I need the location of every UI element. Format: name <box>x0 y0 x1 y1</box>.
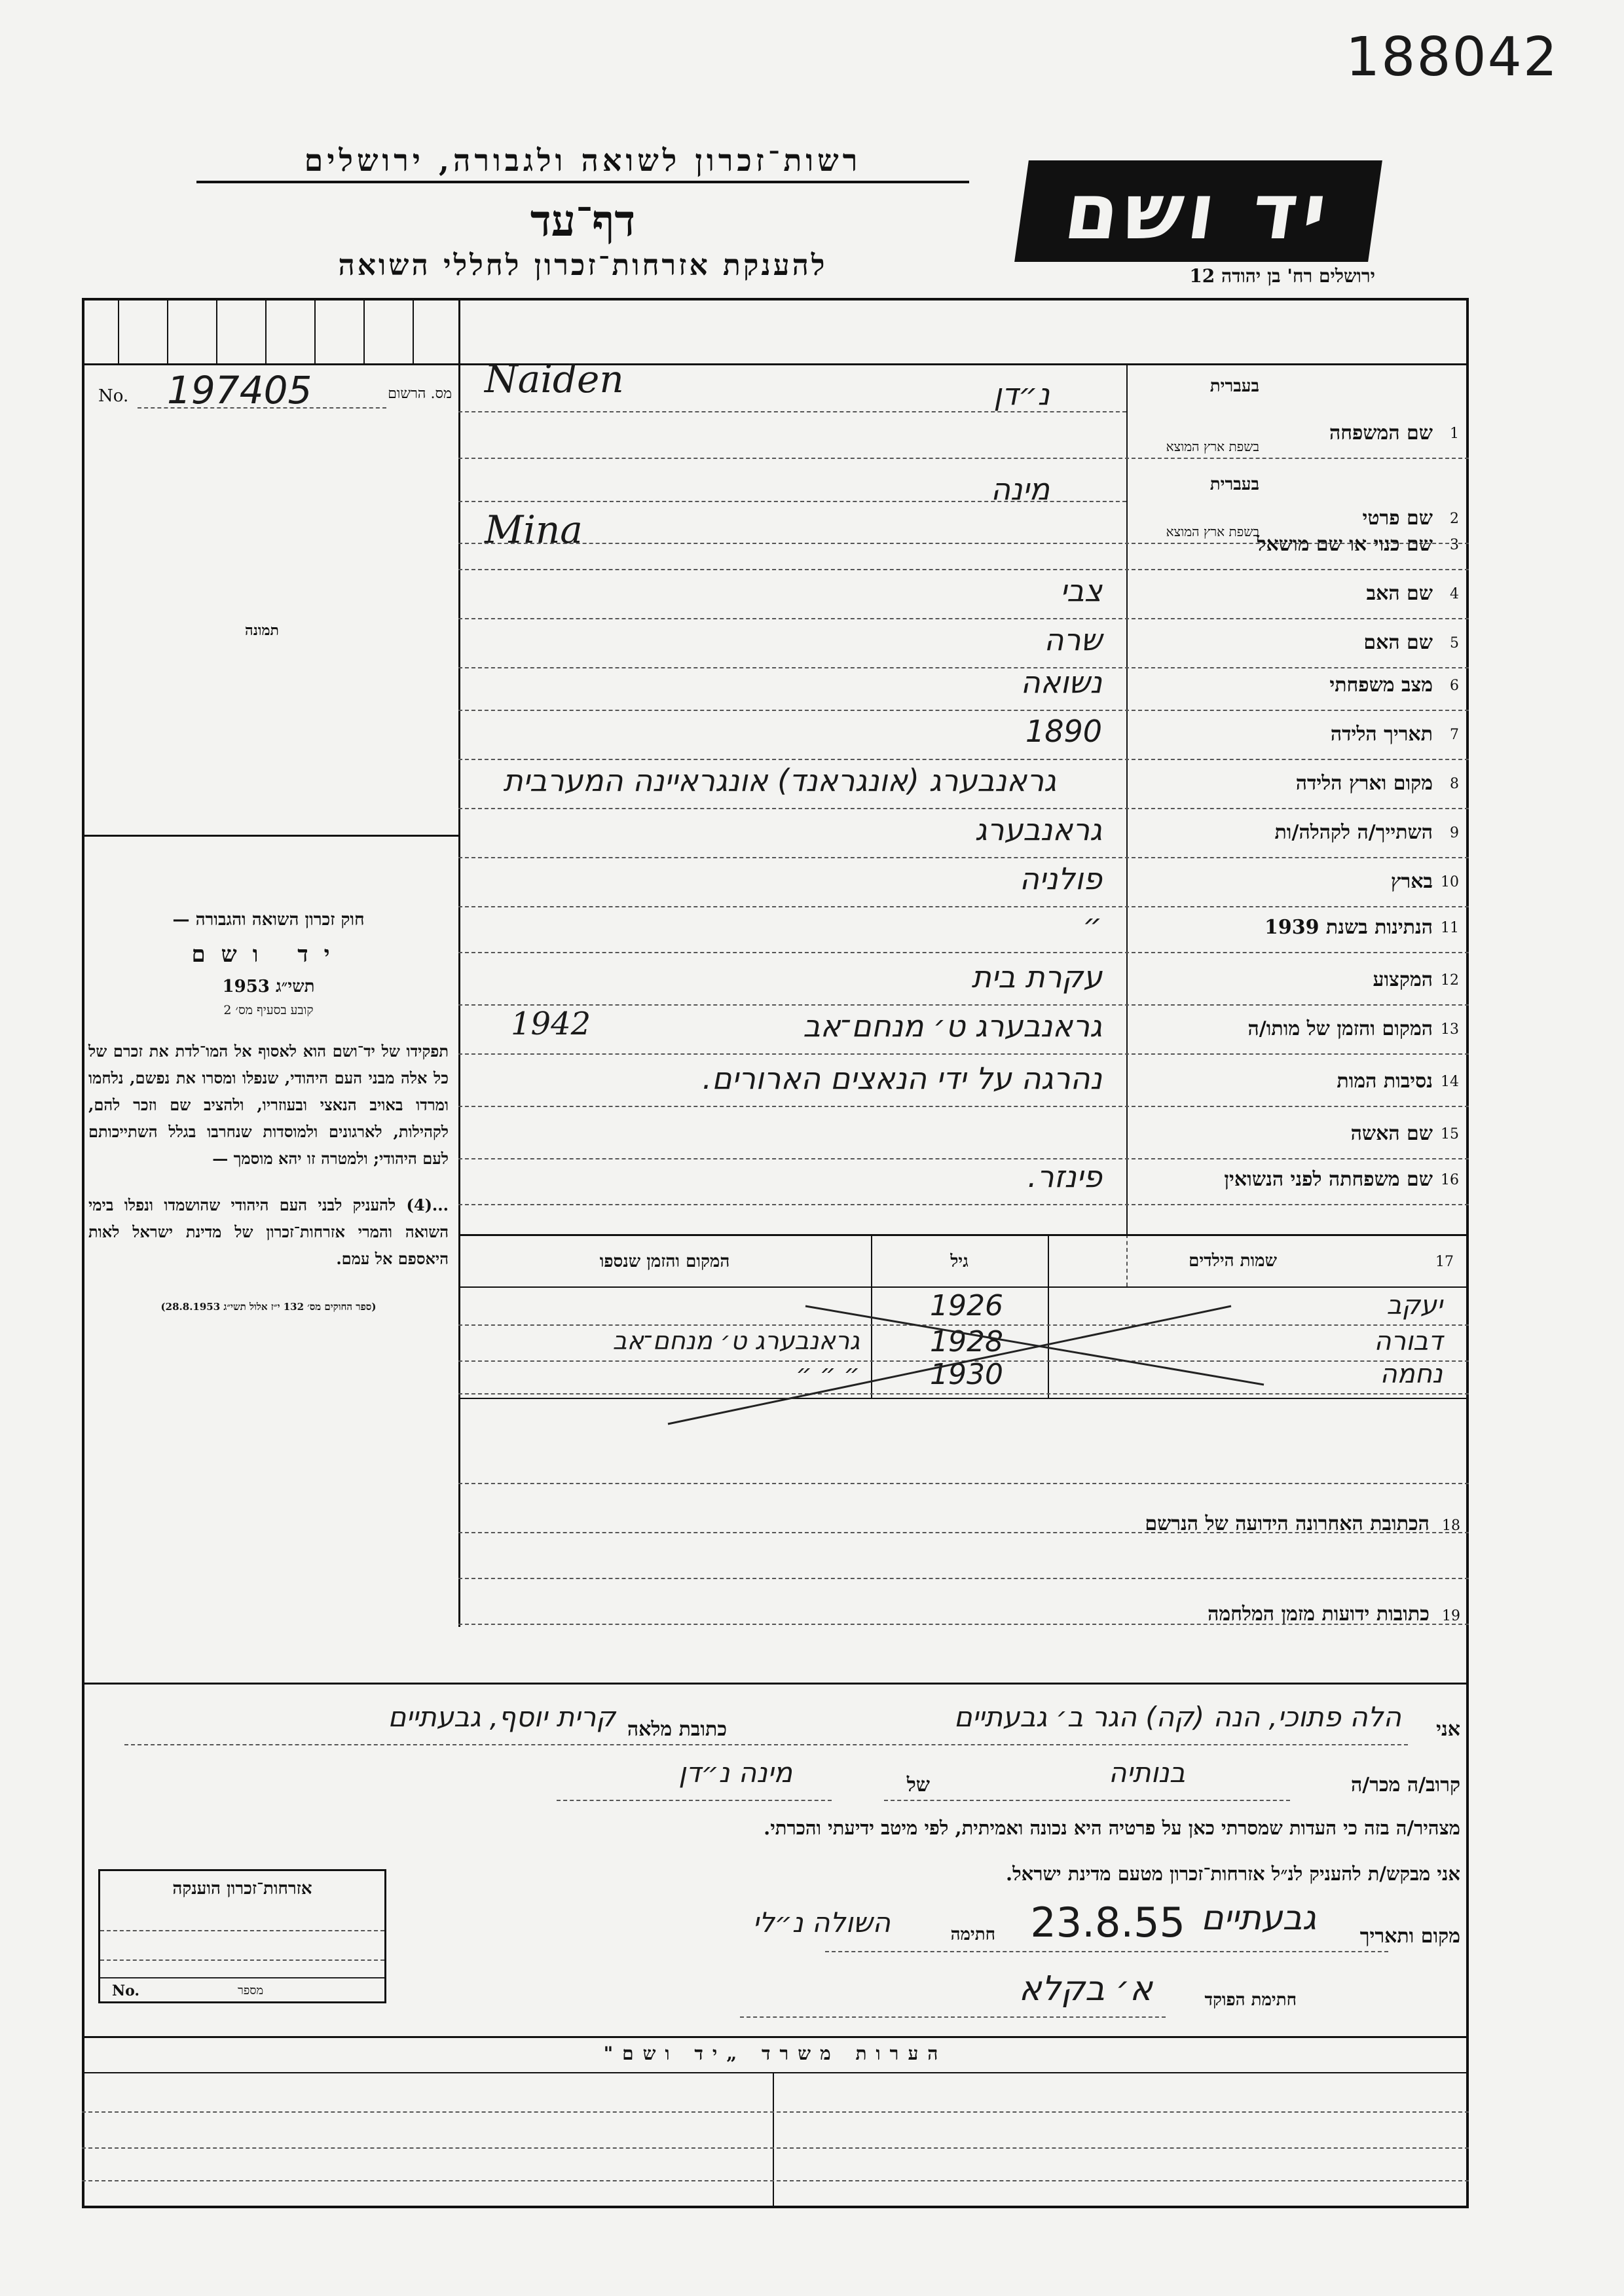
declaration-statement-1: מצהיר/ה בזה כי העדות שמסרתי כאן על פרטיה היא נכונה ואמיתית, לפי מיטב ידיעתי והכרתי. <box>764 1817 1460 1839</box>
field-number: 9 <box>1450 825 1459 841</box>
field-number: 16 <box>1441 1172 1459 1188</box>
law-paragraph-2: ...(4) להעניק לבני העם היהודי שהושמדו ונפלו בימי השואה והמרי אזרחות־זכרון של מדינת ישראל לאות היאספם אל עמם. <box>88 1195 449 1268</box>
field-number: 13 <box>1441 1021 1459 1038</box>
field-row-11 <box>458 907 1469 953</box>
field-label: בארץ <box>1390 870 1433 893</box>
field-row-9 <box>458 809 1469 858</box>
declaration-line-1: אני הלה פתוכי, הנה (קה) הגר ב׳ גבעתיים כתובת מלאה קרית יוסף, גבעתיים <box>98 1715 1460 1748</box>
field-label: שם המשפחה <box>1329 422 1433 445</box>
field-number: 11 <box>1441 920 1459 936</box>
field-value: נשואה <box>1020 665 1102 700</box>
field-value: מינה <box>990 471 1050 507</box>
cross-out-marks <box>655 1293 1310 1437</box>
field-value: גראנבערג <box>974 812 1102 847</box>
archive-number: 188042 <box>1346 26 1559 88</box>
child-age: 1926 <box>930 1289 1003 1322</box>
field-row-5 <box>458 619 1469 668</box>
field-number: 1 <box>1450 426 1459 442</box>
field-label: שם האשה <box>1350 1122 1433 1145</box>
declarant-name: הלה פתוכי, הנה (קה) הגר ב׳ גבעתיים <box>953 1701 1401 1733</box>
child-age: 1928 <box>930 1325 1003 1358</box>
field-label: מצב משפחתי <box>1329 674 1433 697</box>
field-row-16 <box>458 1159 1469 1205</box>
field-row-4 <box>458 570 1469 619</box>
law-paragraph-1: תפקידו של יד־ושם הוא לאסוף אל המו־לדת את זכרם של כל אלה מבני העם היהודי, שנפלו ומסרו את נפשם, נלחמו ומרדו באויב הנאצי ובעוזריו, ולהציב שם וזכר להם, לקהילות, לארגונים ולמוסדות שנחרבו בגלל השתייכותם לעם היהודי; ולמטרה זו יהא מוסמך — <box>88 1042 449 1168</box>
field-label: הנתינות בשנת 1939 <box>1264 916 1433 939</box>
office-notes-label: הערות משרד „יד ושם" <box>603 2043 948 2064</box>
law-block <box>88 910 449 1313</box>
field-value: צבי <box>1060 573 1102 608</box>
field-label: נסיבות המות <box>1337 1070 1433 1093</box>
field-value-latin: 1942 <box>511 1006 591 1042</box>
field-number: 7 <box>1450 727 1459 743</box>
field-value: 1890 <box>1025 714 1102 749</box>
declaration-statement-2: אני מבקש/ת להעניק לנ״ל אזרחות־זכרון מטעם מדינת ישראל. <box>1006 1863 1460 1885</box>
field-label: המקום והזמן של מותו/ה <box>1247 1017 1433 1040</box>
citizenship-granted-box: אזרחות־זכרון הוענקה No. מספר <box>98 1869 386 2003</box>
photo-label: תמונה <box>245 622 279 639</box>
field-value-latin: Naiden <box>485 357 624 401</box>
field-value: ״ <box>1082 907 1102 942</box>
field-label: שם האב <box>1366 582 1433 605</box>
field-row-12 <box>458 953 1469 1005</box>
logo-address: ירושלים רח' בן יהודה 12 <box>1189 265 1375 287</box>
field-sublabel-origin: בשפת ארץ המוצא <box>1166 439 1259 454</box>
field-value: פולניה <box>1019 861 1102 896</box>
field-row-6 <box>458 665 1469 710</box>
field-label: שם משפחתה לפני הנשואין <box>1224 1168 1433 1191</box>
field-label: תאריך הלידה <box>1330 723 1433 746</box>
field-number: 3 <box>1450 537 1459 553</box>
child-place: ״ ״ ״ <box>796 1359 860 1388</box>
field-number: 6 <box>1450 678 1459 694</box>
form-subtitle: להענקת אזרחות־זכרון לחללי השואה <box>338 249 828 282</box>
declaration-line-2: קרוב/ה מכר/ה בנותיה של מינה נ״דן <box>98 1771 1460 1804</box>
law-source: (ספר החוקים מס׳ 132 י״ז אלול תשי״ג 28.8.1953) <box>160 1301 377 1313</box>
field-row-13 <box>458 1005 1469 1054</box>
child-place: גראנבערג ט׳ מנחם־אב <box>612 1326 860 1355</box>
field-row-7 <box>458 710 1469 759</box>
field-value: עקרת בית <box>971 959 1102 994</box>
field-number: 5 <box>1450 635 1459 651</box>
place-value: גבעתיים <box>1201 1899 1316 1938</box>
place-date-line: מקום ותאריך גבעתיים 23.8.55 חתימה השולה נ״לי <box>458 1918 1460 1958</box>
field-sublabel-hebrew: בעברית <box>1209 376 1259 396</box>
field-value: נהרגה על ידי הנאצים הארורים. <box>702 1061 1102 1096</box>
field-value: גראנבערג (אונגראנד) אונגראיינה המערבית <box>503 763 1056 798</box>
law-name: יד ושם <box>191 941 346 968</box>
field-value-latin: Mina <box>485 507 583 552</box>
wartime-address-label: 19 כתובות ידועות מזמן המלחמה <box>1208 1603 1460 1626</box>
victim-name: מינה נ״דן <box>678 1757 792 1789</box>
field-number: 8 <box>1450 776 1459 792</box>
declarant-address: קרית יוסף, גבעתיים <box>388 1701 616 1733</box>
field-value: פינזר. <box>1027 1159 1102 1194</box>
field-value: נ״דן <box>993 376 1050 412</box>
form-title: דף־עד <box>530 195 636 246</box>
last-known-address-label: 18 הכתובת האחרונה הידועה של הנרשם <box>1145 1512 1460 1535</box>
children-header-place: המקום והזמן שנספו <box>599 1252 730 1271</box>
law-year: תשי״ג 1953 <box>222 977 315 996</box>
field-number: 4 <box>1450 586 1459 602</box>
declarant-signature: השולה נ״לי <box>752 1906 891 1939</box>
field-row-1 <box>458 357 1469 458</box>
field-sublabel-hebrew: בעברית <box>1209 475 1259 494</box>
date-value: 23.8.55 <box>1030 1899 1185 1946</box>
field-sublabel-origin: בשפת ארץ המוצא <box>1166 524 1259 539</box>
field-row-3 <box>458 533 1469 570</box>
registration-number: No. 197405 מס. הרשום <box>98 368 452 412</box>
child-name: דבורה <box>1374 1326 1443 1357</box>
field-value: גראנבערג ט׳ מנחם־אב <box>803 1008 1102 1044</box>
law-clause: קובע בסעיף מס׳ 2 <box>223 1003 314 1017</box>
official-signature: א׳ בקלא <box>1018 1969 1153 2009</box>
field-row-10 <box>458 858 1469 907</box>
field-row-14 <box>458 1054 1469 1106</box>
field-label: שם כנוי או שם מושאל <box>1257 533 1433 556</box>
field-row-8 <box>458 759 1469 809</box>
field-label: שם האם <box>1363 631 1433 654</box>
relation-value: בנותיה <box>1109 1757 1185 1789</box>
field-label: המקצוע <box>1373 968 1433 991</box>
field-row-15 <box>458 1106 1469 1159</box>
yad-vashem-logo: יד ושם <box>1014 160 1382 262</box>
field-label: השתייך/ה לקהלה/ות <box>1274 821 1433 844</box>
field-value: שרה <box>1044 622 1102 657</box>
field-label: שם פרטי <box>1362 507 1433 530</box>
registration-number-value: 197405 <box>167 368 312 412</box>
field-number: 14 <box>1441 1074 1459 1090</box>
child-name: יעקב <box>1386 1290 1443 1321</box>
field-number: 12 <box>1441 972 1459 989</box>
field-number: 15 <box>1441 1126 1459 1142</box>
authority-title: רשות־זכרון לשואה ולגבורה, ירושלים <box>196 143 969 183</box>
field-number: 2 <box>1450 511 1459 527</box>
law-title: חוק זכרון השואה והגבורה — <box>172 910 365 930</box>
child-name: נחמה <box>1380 1359 1443 1389</box>
official-signature-line: חתימת הפוקד א׳ בקלא <box>458 1984 1460 2023</box>
field-label: מקום וארץ הלידה <box>1295 772 1433 795</box>
child-age: 1930 <box>930 1358 1003 1391</box>
children-header-age: גיל <box>950 1252 969 1271</box>
field-number: 10 <box>1441 874 1459 890</box>
